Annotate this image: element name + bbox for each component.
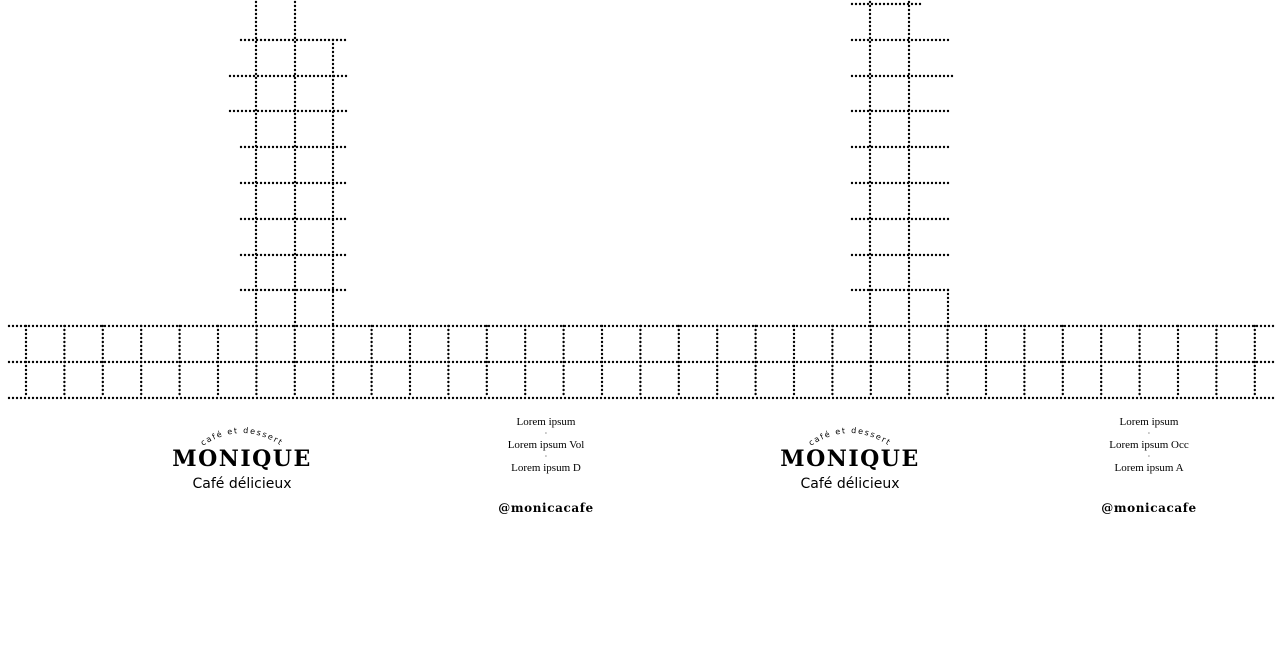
logo-left	[162, 420, 322, 492]
info-left	[476, 417, 616, 515]
info-line-3-right: Lorem ipsum A	[1114, 462, 1184, 474]
brand-name-right: MONIQUE	[780, 446, 920, 472]
info-separator-right: ·	[1147, 429, 1151, 438]
brand-subtitle-right: Café délicieux	[800, 476, 900, 492]
info-right	[1079, 417, 1219, 515]
info-separator-left: ·	[544, 452, 548, 461]
logo-right	[770, 420, 930, 492]
info-line-2-right: Lorem ipsum Occ	[1109, 439, 1189, 451]
svg-text:café et dessert: café et dessert	[807, 425, 893, 448]
info-line-1-left: Lorem ipsum	[516, 416, 576, 428]
svg-text:café et dessert: café et dessert	[199, 425, 285, 448]
info-line-1-right: Lorem ipsum	[1119, 416, 1179, 428]
info-separator-right: ·	[1147, 452, 1151, 461]
info-line-2-left: Lorem ipsum Vol	[507, 439, 585, 451]
handle-right: @monicacafe	[1101, 501, 1197, 515]
info-separator-left: ·	[544, 429, 548, 438]
brand-subtitle-left: Café délicieux	[192, 476, 292, 492]
info-line-3-left: Lorem ipsum D	[511, 462, 581, 474]
handle-left: @monicacafe	[498, 501, 594, 515]
brand-name-left: MONIQUE	[172, 446, 312, 472]
